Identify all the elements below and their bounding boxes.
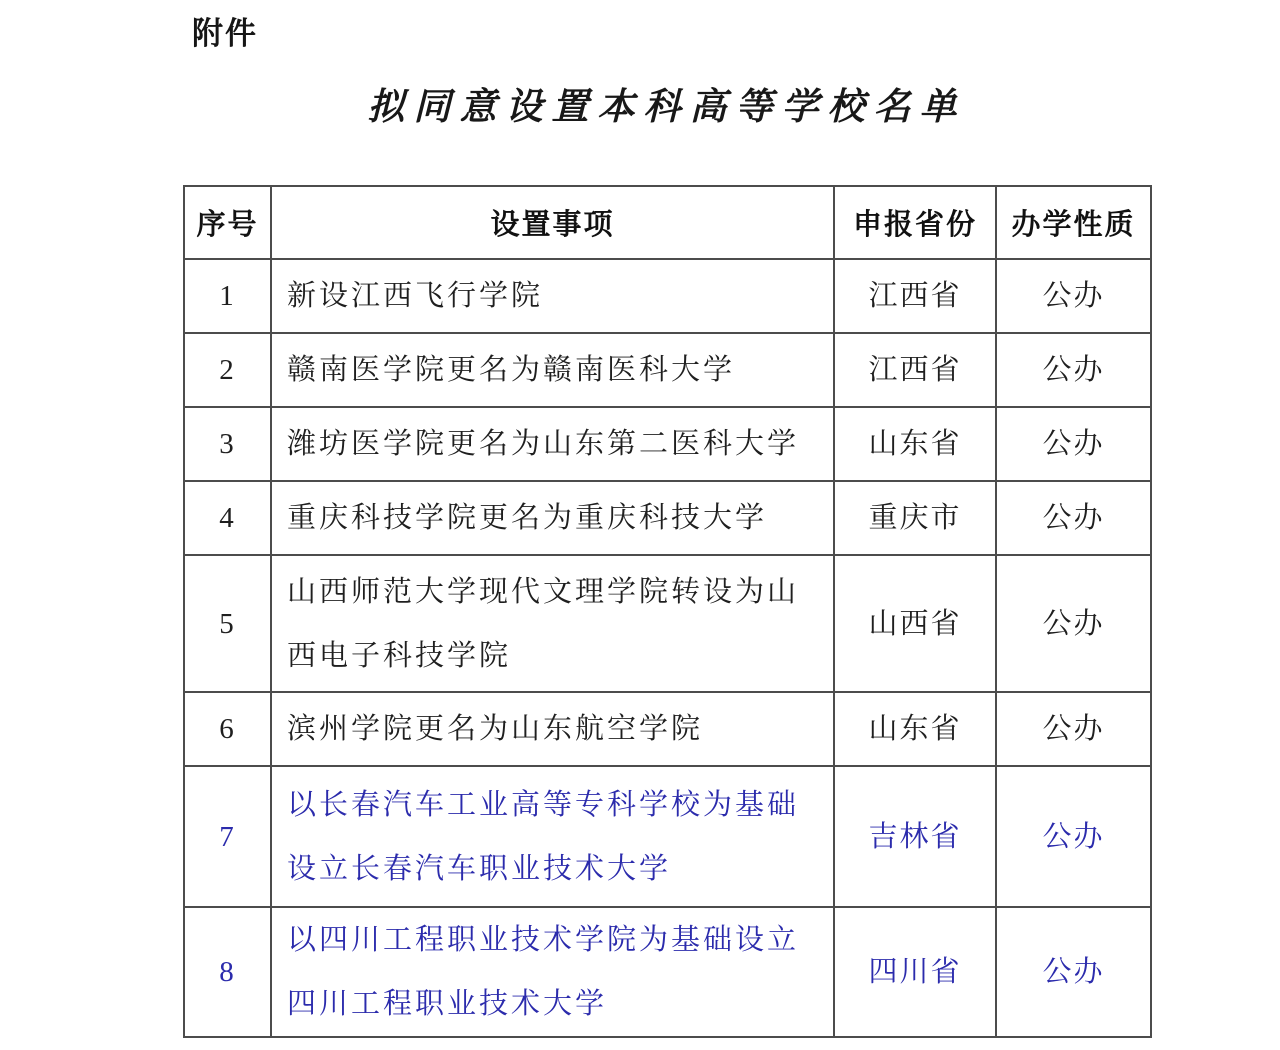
row-number-cell: 1 bbox=[184, 259, 271, 333]
table-header-row bbox=[184, 186, 1151, 259]
item-cell: 以长春汽车工业高等专科学校为基础设立长春汽车职业技术大学 bbox=[271, 766, 834, 907]
nature-cell: 公办 bbox=[996, 407, 1151, 481]
nature-cell: 公办 bbox=[996, 692, 1151, 766]
attachment-label: 附件 bbox=[192, 16, 258, 51]
province-cell: 四川省 bbox=[834, 907, 996, 1037]
table-row bbox=[184, 407, 1151, 481]
item-cell: 滨州学院更名为山东航空学院 bbox=[271, 692, 834, 766]
column-header-item: 设置事项 bbox=[271, 186, 834, 259]
item-cell: 山西师范大学现代文理学院转设为山西电子科技学院 bbox=[271, 555, 834, 692]
item-cell: 重庆科技学院更名为重庆科技大学 bbox=[271, 481, 834, 555]
table-row bbox=[184, 481, 1151, 555]
province-cell: 山东省 bbox=[834, 407, 996, 481]
document-title: 拟同意设置本科高等学校名单 bbox=[367, 87, 966, 128]
row-number-cell: 8 bbox=[184, 907, 271, 1037]
row-number-cell: 2 bbox=[184, 333, 271, 407]
nature-cell: 公办 bbox=[996, 259, 1151, 333]
province-cell: 江西省 bbox=[834, 259, 996, 333]
nature-cell: 公办 bbox=[996, 555, 1151, 692]
approval-table bbox=[183, 185, 1152, 1038]
item-cell: 以四川工程职业技术学院为基础设立四川工程职业技术大学 bbox=[271, 907, 834, 1037]
table-row bbox=[184, 907, 1151, 1037]
row-number-cell: 3 bbox=[184, 407, 271, 481]
row-number-cell: 6 bbox=[184, 692, 271, 766]
column-header-no: 序号 bbox=[184, 186, 271, 259]
nature-cell: 公办 bbox=[996, 907, 1151, 1037]
nature-cell: 公办 bbox=[996, 481, 1151, 555]
item-cell: 新设江西飞行学院 bbox=[271, 259, 834, 333]
column-header-province: 申报省份 bbox=[834, 186, 996, 259]
table-row bbox=[184, 692, 1151, 766]
nature-cell: 公办 bbox=[996, 766, 1151, 907]
province-cell: 山东省 bbox=[834, 692, 996, 766]
table-row bbox=[184, 259, 1151, 333]
table-row bbox=[184, 766, 1151, 907]
table-row bbox=[184, 555, 1151, 692]
nature-cell: 公办 bbox=[996, 333, 1151, 407]
item-cell: 潍坊医学院更名为山东第二医科大学 bbox=[271, 407, 834, 481]
item-cell: 赣南医学院更名为赣南医科大学 bbox=[271, 333, 834, 407]
column-header-nature: 办学性质 bbox=[996, 186, 1151, 259]
province-cell: 山西省 bbox=[834, 555, 996, 692]
province-cell: 江西省 bbox=[834, 333, 996, 407]
row-number-cell: 4 bbox=[184, 481, 271, 555]
province-cell: 吉林省 bbox=[834, 766, 996, 907]
table-row bbox=[184, 333, 1151, 407]
province-cell: 重庆市 bbox=[834, 481, 996, 555]
row-number-cell: 7 bbox=[184, 766, 271, 907]
row-number-cell: 5 bbox=[184, 555, 271, 692]
